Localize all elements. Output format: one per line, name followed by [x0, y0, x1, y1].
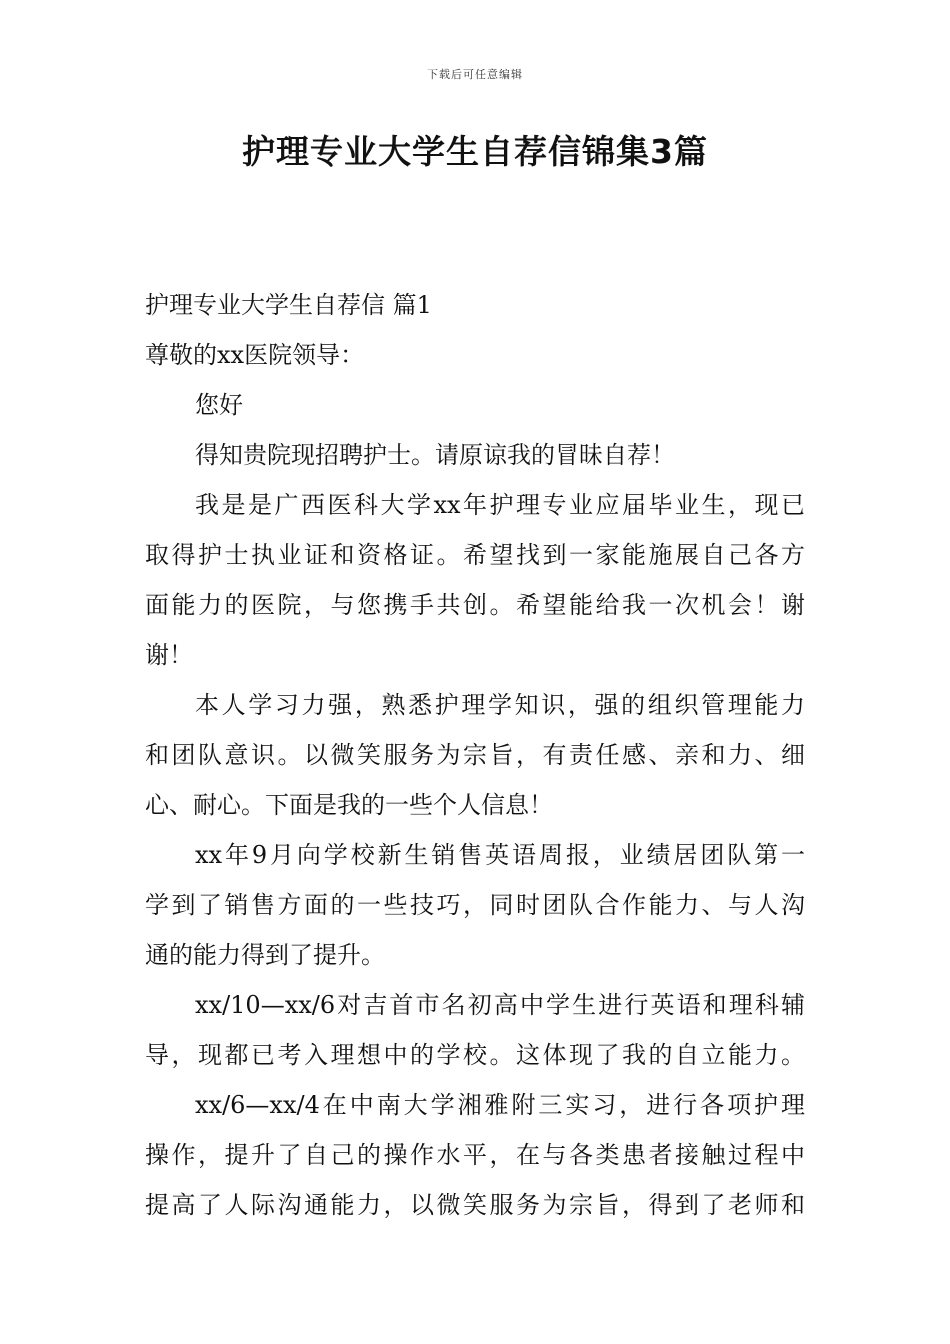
salutation: 尊敬的xx医院领导： [145, 341, 365, 369]
paragraph-line: 得知贵院现招聘护士。请原谅我的冒昧自荐！ [195, 441, 675, 469]
paragraph-line: 取得护士执业证和资格证。希望找到一家能施展自己各方 [145, 541, 805, 569]
paragraph-line: 本人学习力强，熟悉护理学知识，强的组织管理能力 [195, 691, 805, 719]
paragraph-line: 学到了销售方面的一些技巧，同时团队合作能力、与人沟 [145, 891, 805, 919]
section-heading: 护理专业大学生自荐信 篇1 [145, 291, 432, 319]
paragraph-line: 导，现都已考入理想中的学校。这体现了我的自立能力。 [145, 1041, 805, 1069]
document-body [145, 280, 805, 1230]
paragraph-line: 和团队意识。以微笑服务为宗旨，有责任感、亲和力、细 [145, 741, 805, 769]
paragraph-line: 我是是广西医科大学xx年护理专业应届毕业生，现已 [195, 491, 805, 519]
paragraph-line: 心、耐心。下面是我的一些个人信息！ [145, 791, 553, 819]
paragraph-line: xx年9月向学校新生销售英语周报，业绩居团队第一 [195, 841, 805, 869]
paragraph-line: xx/10—xx/6对吉首市名初高中学生进行英语和理科辅 [195, 991, 805, 1019]
paragraph-line: 操作，提升了自己的操作水平，在与各类患者接触过程中 [145, 1141, 805, 1169]
paragraph-line: 面能力的医院，与您携手共创。希望能给我一次机会！谢 [145, 591, 805, 619]
document-title: 护理专业大学生自荐信锦集3篇 [242, 132, 708, 171]
paragraph-line: 谢！ [145, 641, 193, 669]
paragraph-line: 提高了人际沟通能力，以微笑服务为宗旨，得到了老师和 [145, 1191, 805, 1219]
paragraph-line: 通的能力得到了提升。 [145, 941, 385, 969]
greeting: 您好 [195, 391, 243, 419]
paragraph-line: xx/6—xx/4在中南大学湘雅附三实习，进行各项护理 [195, 1091, 805, 1119]
header-note: 下载后可任意编辑 [427, 68, 523, 81]
